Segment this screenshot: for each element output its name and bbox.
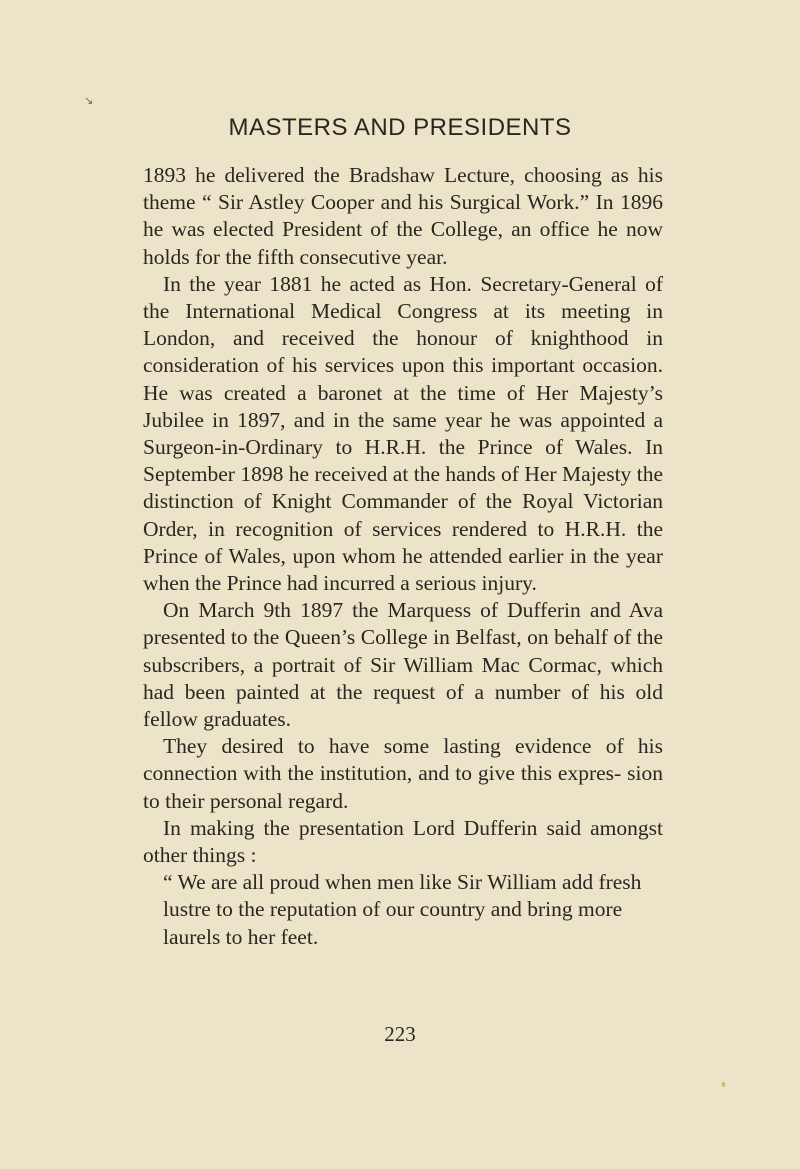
running-head: MASTERS AND PRESIDENTS bbox=[228, 114, 572, 141]
paragraph-1: 1893 he delivered the Bradshaw Lecture, choosing as his theme “ Sir Astley Cooper and his Surgical Work.” In 1896 he was elected President of the College, an office he now holds for the fifth consecutive year. bbox=[143, 163, 663, 269]
paragraph-2: In the year 1881 he acted as Hon. Secretary-General of the International Medical Congress at its meeting in London, and received the honour of knighthood in consideration of his services upon this important occasion. He was created a baronet at the time of Her Majesty’s Jubilee in 1897, and in the same year he was appointed a Surgeon-in-Ordinary to H.R.H. the Prince of Wales. In September 1898 he received at the hands of Her Majesty the distinction of Knight Commander of the Royal Victorian Order, in recognition of services rendered to H.R.H. the Prince of Wales, upon whom he attended earlier in the year when the Prince had incurred a serious injury. bbox=[143, 271, 663, 596]
paragraph-5: In making the presentation Lord Dufferin said amongst other things : bbox=[143, 815, 663, 868]
body-text bbox=[143, 162, 663, 951]
page-number: 223 bbox=[384, 1022, 416, 1046]
margin-mark: ↘ bbox=[84, 94, 94, 107]
paragraph-4: They desired to have some lasting evidence of his connection with the institution, and to give this expres- sion to their personal regard. bbox=[143, 734, 663, 813]
quotation-paragraph: “ We are all proud when men like Sir William add fresh lustre to the reputation of our country and bring more laurels to her feet. bbox=[163, 870, 642, 949]
paper-speck bbox=[722, 1082, 725, 1087]
paragraph-3: On March 9th 1897 the Marquess of Dufferin and Ava presented to the Queen’s College in Belfast, on behalf of the subscribers, a portrait of Sir William Mac Cormac, which had been painted at the request of a number of his old fellow graduates. bbox=[143, 598, 663, 732]
